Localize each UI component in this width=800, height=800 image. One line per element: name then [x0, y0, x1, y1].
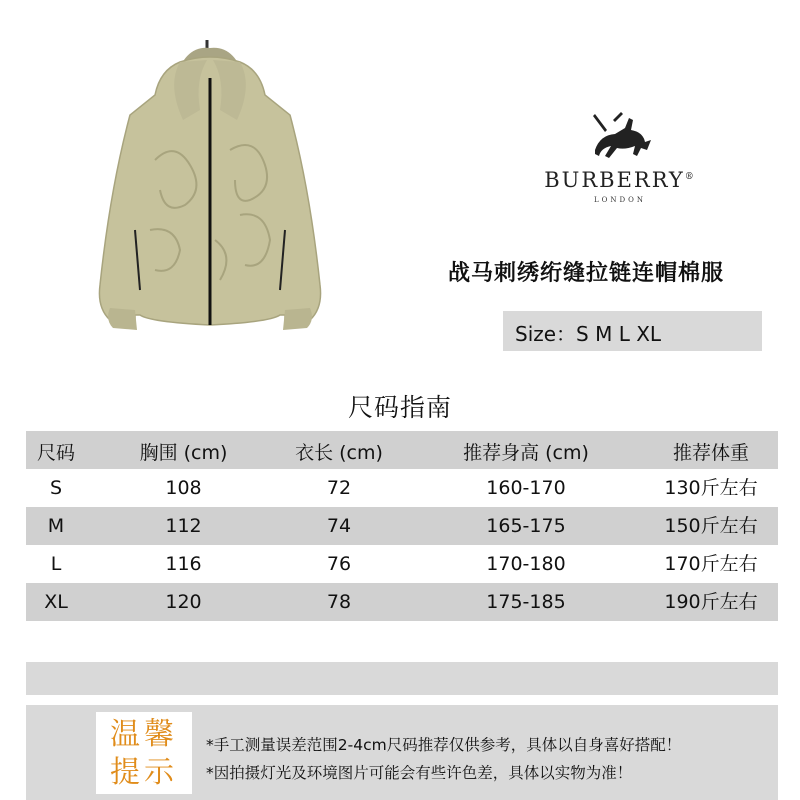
cell-weight: 150斤左右 [664, 515, 758, 537]
product-title: 战马刺绣绗缝拉链连帽棉服 [448, 261, 725, 286]
cell-size: S [49, 477, 63, 499]
cell-chest: 112 [165, 515, 202, 537]
brand-name: BURBERRY® [544, 168, 696, 192]
brand-subtitle: LONDON [594, 196, 646, 204]
cell-size: XL [44, 591, 68, 613]
notice-line-color: *因拍摄灯光及环境图片可能会有些许色差，具体以实物为准！ [206, 764, 633, 782]
header-height: 推荐身高 (cm) [463, 442, 589, 464]
available-sizes-box [503, 311, 762, 351]
cell-chest: 116 [165, 553, 202, 575]
table-header-row [26, 431, 778, 469]
table-row [26, 507, 778, 545]
divider-bar [26, 662, 778, 695]
notice-badge-line2: 提示 [110, 755, 178, 790]
cell-height: 160-170 [486, 477, 566, 499]
header-length: 衣长 (cm) [295, 442, 383, 464]
notice-badge [96, 712, 192, 794]
notice-panel [26, 705, 778, 800]
table-row [26, 469, 778, 507]
cell-weight: 170斤左右 [664, 553, 758, 575]
notice-line-measurement: *手工测量误差范围2-4cm尺码推荐仅供参考，具体以自身喜好搭配！ [206, 736, 682, 754]
cell-length: 76 [326, 553, 352, 575]
header-size: 尺码 [36, 442, 75, 464]
brand-logo [530, 110, 710, 220]
cell-chest: 120 [165, 591, 202, 613]
available-sizes-label: Size：S M L XL [515, 322, 662, 346]
cell-weight: 190斤左右 [664, 591, 758, 613]
hooded-puffer-jacket-icon [95, 40, 375, 340]
cell-length: 74 [326, 515, 352, 537]
cell-size: L [50, 553, 62, 575]
table-row [26, 583, 778, 621]
cell-length: 72 [326, 477, 352, 499]
table-row [26, 545, 778, 583]
notice-badge-text [106, 716, 182, 792]
header-weight: 推荐体重 [672, 442, 749, 464]
header-chest: 胸围 (cm) [139, 442, 228, 464]
cell-size: M [47, 515, 65, 537]
cell-chest: 108 [165, 477, 202, 499]
cell-height: 170-180 [486, 553, 566, 575]
cell-height: 165-175 [486, 515, 566, 537]
size-chart-title: 尺码指南 [347, 393, 452, 422]
cell-height: 175-185 [486, 591, 566, 613]
product-image [95, 40, 375, 340]
notice-badge-line1: 温馨 [110, 717, 178, 752]
equestrian-knight-icon [585, 110, 655, 166]
cell-weight: 130斤左右 [664, 477, 758, 499]
cell-length: 78 [326, 591, 352, 613]
size-table [26, 431, 778, 621]
